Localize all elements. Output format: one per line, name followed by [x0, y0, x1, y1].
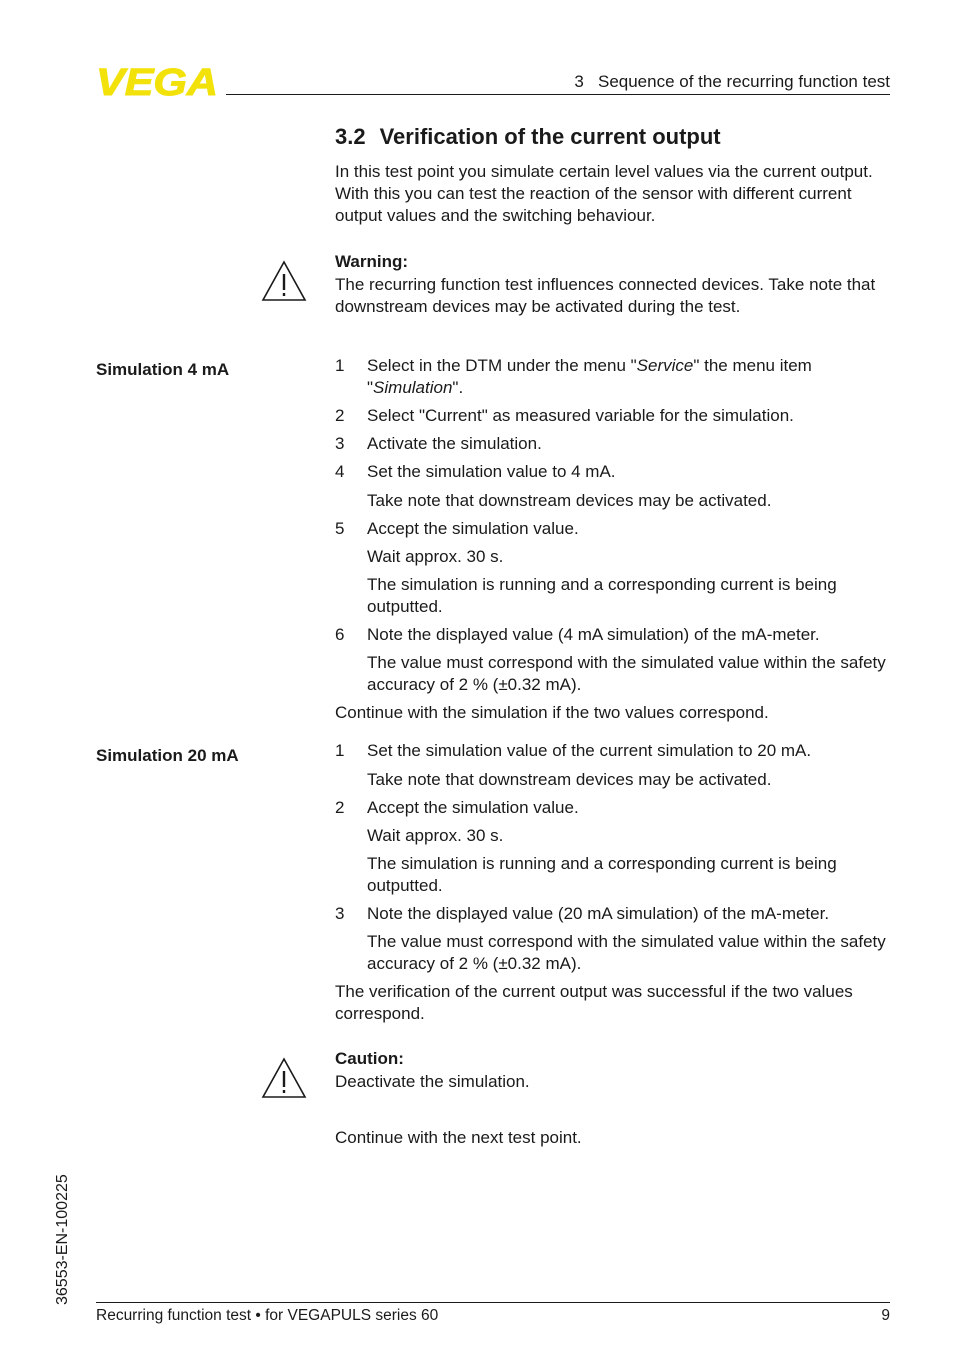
step-note: Wait approx. 30 s. — [367, 826, 504, 845]
footer-title: Recurring function test • for VEGAPULS series 60 — [96, 1307, 439, 1324]
step-text: Select in the DTM under the menu "Service" the menu item "Simulation". — [367, 356, 812, 397]
step-number: 4 — [335, 462, 345, 481]
simulation-20ma-label: Simulation 20 mA — [96, 746, 239, 765]
warning-label: Warning: — [335, 252, 409, 271]
list-item — [335, 797, 895, 819]
step-note: The simulation is running and a corresponding current is being outputted. — [367, 575, 837, 616]
step-text: Accept the simulation value. — [367, 519, 579, 538]
intro-paragraph: In this test point you simulate certain level values via the current output. With this you can test the reaction of the sensor with different current output values and the switching behaviour. — [335, 162, 873, 225]
step-text: Note the displayed value (20 mA simulation) of the mA-meter. — [367, 904, 830, 923]
list-item — [335, 405, 895, 427]
list-item — [335, 433, 895, 455]
caution-text: Deactivate the simulation. — [335, 1072, 530, 1091]
step-number: 2 — [335, 406, 345, 425]
step-note: Take note that downstream devices may be activated. — [367, 770, 772, 789]
section-title-text: Verification of the current output — [379, 124, 721, 149]
step-note: The value must correspond with the simulated value within the safety accuracy of 2 % (±0.32 mA). — [367, 653, 886, 694]
step-text: Select "Current" as measured variable for the simulation. — [367, 406, 794, 425]
caution-icon — [261, 1057, 307, 1099]
caution-label: Caution: — [335, 1049, 404, 1068]
step-text: Set the simulation value of the current simulation to 20 mA. — [367, 741, 812, 760]
step-note: Take note that downstream devices may be activated. — [367, 491, 772, 510]
list-item — [335, 740, 895, 762]
list-item — [335, 518, 895, 540]
section-title — [335, 123, 721, 151]
list-item — [335, 461, 895, 483]
list-item — [335, 624, 895, 646]
page-number: 9 — [881, 1307, 890, 1324]
document-number: 36553-EN-100225 — [54, 1174, 71, 1305]
step-text: Accept the simulation value. — [367, 798, 579, 817]
header-divider — [226, 94, 890, 95]
step-number: 1 — [335, 356, 345, 375]
list-item — [335, 903, 895, 925]
chapter-header: 3 Sequence of the recurring function test — [574, 72, 890, 91]
vega-logo-text: VEGA — [96, 64, 218, 98]
warning-icon — [261, 260, 307, 302]
simulation-20ma-closing: The verification of the current output was successful if the two values correspond. — [335, 982, 853, 1023]
step-number: 2 — [335, 798, 345, 817]
simulation-4ma-closing: Continue with the simulation if the two values correspond. — [335, 703, 769, 722]
warning-text: The recurring function test influences connected devices. Take note that downstream devices may be activated during the test. — [335, 275, 876, 316]
step-note: The value must correspond with the simulated value within the safety accuracy of 2 % (±0.32 mA). — [367, 932, 886, 973]
list-item — [335, 355, 895, 399]
simulation-4ma-label: Simulation 4 mA — [96, 360, 230, 379]
final-paragraph: Continue with the next test point. — [335, 1128, 582, 1147]
step-number: 3 — [335, 434, 345, 453]
vega-logo — [96, 64, 220, 98]
step-number: 6 — [335, 625, 345, 644]
step-note: The simulation is running and a corresponding current is being outputted. — [367, 854, 837, 895]
step-text: Set the simulation value to 4 mA. — [367, 462, 616, 481]
footer-divider — [96, 1302, 890, 1303]
section-number: 3.2 — [335, 124, 366, 149]
step-text: Activate the simulation. — [367, 434, 542, 453]
step-number: 5 — [335, 519, 345, 538]
step-number: 3 — [335, 904, 345, 923]
step-note: Wait approx. 30 s. — [367, 547, 504, 566]
step-number: 1 — [335, 741, 345, 760]
step-text: Note the displayed value (4 mA simulation) of the mA-meter. — [367, 625, 820, 644]
